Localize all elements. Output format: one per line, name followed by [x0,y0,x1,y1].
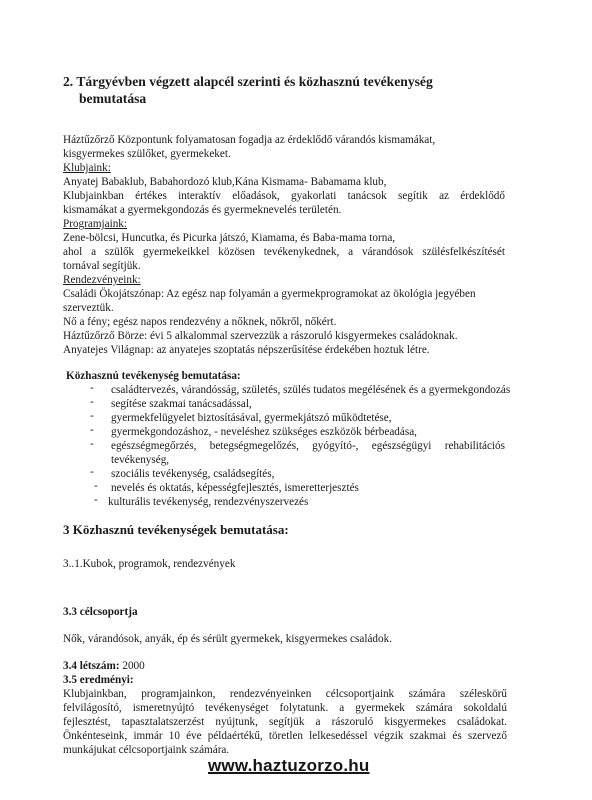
list-bullet: - [90,424,94,436]
list-bullet: - [90,438,94,450]
section2-title-line2: bemutatása [79,91,147,106]
list-bullet: - [90,396,94,408]
list-item: egészségmegőrzés, betegségmegelőzés, gyógyító-, egészségügyi rehabilitációs [111,440,505,452]
public-activities-heading: Közhasznú tevékenység bemutatása: [66,370,241,382]
list-item: nevelés és oktatás, képességfejlesztés, ismeretterjesztés [111,482,359,494]
footer-website-link[interactable]: www.haztuzorzo.hu [208,756,370,775]
results-line-5: munkájukat célcsoportjaink számára. [63,744,230,756]
events-line-5: Anyatejes Világnap: az anyatejes szoptatás népszerűsítése érdekében hoztuk létre. [63,344,430,356]
list-item: gyermekfelügyelet biztosításával, gyermekjátszó működtetése, [111,412,392,424]
target-group-text: Nők, várandósok, anyák, ép és sérült gyermekek, kisgyermekes családok. [63,633,392,645]
list-item: kulturális tevékenység, rendezvényszervezés [108,496,309,508]
list-item: segítése szakmai tanácsadással, [111,398,252,410]
events-line-3: Nő a fény; egész napos rendezvény a nőknek, nőkről, nőkért. [63,316,337,328]
intro-line-2: kisgyermekes szülőket, gyermekeket. [63,148,231,160]
subsection-3-3-heading: 3.3 célcsoportja [63,606,138,618]
list-bullet: - [90,410,94,422]
list-bullet: - [90,466,94,478]
clubs-line-2: Klubjainkban értékes interaktív előadások, gyakorlati tanácsok segítik az érdeklődő [63,190,505,202]
programs-line-2: ahol a szülők gyermekeikkel közösen tevékenykednek, a várandósok szülésfelkészítését [63,246,505,258]
programs-line-3: tornával segítjük. [63,260,141,272]
results-line-1: Klubjainkban, programjainkon, rendezvényeinken célcsoportjaink számára széleskörű [63,688,507,700]
results-line-3: fejlesztést, tapasztalatszerzést nyújtunk, segítjük a rászoruló kisgyermekes családokat. [63,716,507,728]
events-line-4: Háztűzőrző Börze: évi 5 alkalommal szervezzük a rászoruló kisgyermekes családoknak. [63,330,458,342]
programs-line-1: Zene-bölcsi, Huncutka, és Picurka játszó, Kiamama, és Baba-mama torna, [63,232,396,244]
subsection-3-5-heading: 3.5 eredményi: [63,674,134,686]
list-item: gyermekgondozáshoz, - neveléshez szükséges eszközök bérbeadása, [111,426,417,438]
list-item: szociális tevékenység, családsegítés, [111,468,275,480]
headcount-value: 2000 [119,660,145,672]
list-bullet: - [94,480,98,492]
list-bullet: - [94,494,98,506]
results-line-2: felvilágosító, ismeretnyújtó tevékenységet folytatunk. a gyermekek számára sokoldalú [63,702,507,714]
programs-heading: Programjaink: [63,218,128,230]
events-heading: Rendezvényeink: [63,274,141,286]
list-item: családtervezés, várandósság, születés, szülés tudatos megélésének és a gyermekgondozás [111,384,511,396]
subsection-3-1: 3..1.Kubok, programok, rendezvények [63,558,236,570]
events-line-1: Családi Ökojátszónap: Az egész nap folyamán a gyermekprogramokat az ökológia jegyében [63,288,476,300]
clubs-line-3: kismamákat a gyermekgondozás és gyermeknevelés területén. [63,204,342,216]
intro-line-1: Háztűzőrző Központunk folyamatosan fogadja az érdeklődő várandós kismamákat, [63,134,436,146]
section2-title-line1: 2. Tárgyévben végzett alapcél szerinti és közhasznú tevékenység [63,74,433,89]
results-line-4: Önkénteseink, immár 10 éve példaértékű, töretlen lelkesedéssel végzik szakmai és szervező [63,730,507,742]
list-item-continuation: tevékenység, [111,454,170,466]
clubs-line-1: Anyatej Babaklub, Babahordozó klub,Kána Kismama- Babamama klub, [63,176,387,188]
headcount-label: 3.4 létszám: [63,660,120,672]
events-line-2: szerveztük. [63,302,114,314]
list-bullet: - [90,382,94,394]
subsection-3-4 [63,659,145,673]
section3-title: 3 Közhasznú tevékenységek bemutatása: [63,522,289,537]
clubs-heading: Klubjaink: [63,162,111,174]
